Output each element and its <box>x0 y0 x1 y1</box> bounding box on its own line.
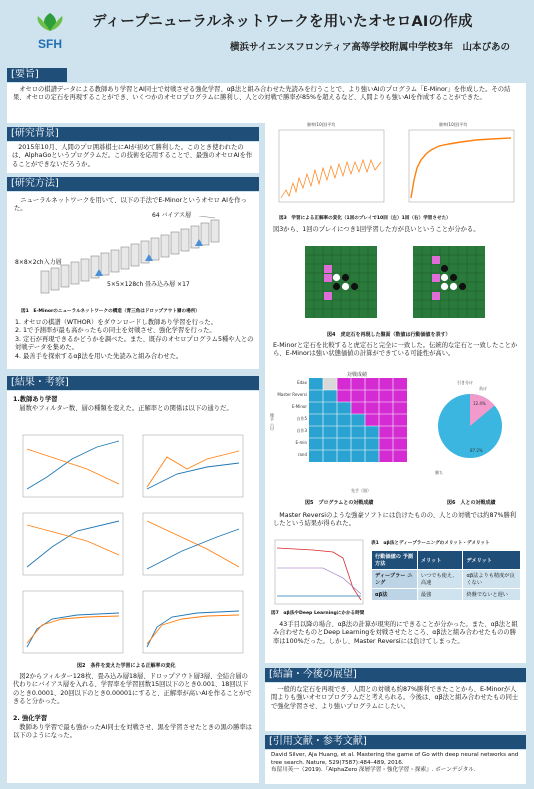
method-heading: [研究方法] <box>7 177 259 191</box>
pie-label-draw: 引き分け <box>457 380 473 385</box>
fig7-caption: 図7 αβ法やDeep Learningにかかる時間 <box>271 611 365 616</box>
label-input-layer: 8×8×2ch入力層 <box>15 259 62 266</box>
table-cell: ディープラー ニング <box>372 570 418 589</box>
method-step-3: 3. 定石が再現できるかどうかを調べた。また、既存のオセロプログラム5種や人との対戦データを集めた。 <box>15 335 254 352</box>
fig3-left-title: 勝率(10回)平均 <box>307 122 336 127</box>
fig56-text: Master Reversiのような強豪ソフトには負けたものの、人との対戦では約87%勝利したという結果が得られた。 <box>273 512 517 528</box>
reference-2: 布留川英一（2019).『AlphaZero 深層学習・強化学習・探索』. ボーンデジタル. <box>271 767 476 774</box>
label-conv-layer: 5×5×128ch 畳み込み層 ×17 <box>107 281 190 288</box>
fig3-text: 図3から、1回のプレイにつき1回学習した方が良いということが分かる。 <box>273 226 480 233</box>
svg-text:SFH: SFH <box>38 37 62 51</box>
method-step-1: 1. オセロの棋譜（WTHOR）をダウンロードし教師あり学習を行った。 <box>15 319 217 326</box>
background-box <box>7 142 259 173</box>
pie-label-win: 勝ち <box>435 470 443 475</box>
table-row <box>372 589 521 601</box>
matrix-row-label: rand <box>297 452 307 457</box>
fig5-matrix <box>307 378 425 476</box>
abstract-heading: [要旨] <box>7 68 67 82</box>
conclusion-text: 一般的な定石を再現でき、人間との対戦も約87%勝利できたことから、E-Minorが人間よりも強いオセロプログラムだと考えられる。今後は、αβ法と組み合わせたもの同士で強化学習させ、より強いプログラムにしたい。 <box>271 686 519 710</box>
matrix-row-label: 自作5 <box>296 416 307 421</box>
matrix-row-label: E-Minor <box>291 404 307 409</box>
poster-header <box>0 0 534 62</box>
method-intro: ニューラルネットワークを用いて、以下の手法でE-Minorというオセロ AIを作った。 <box>14 197 247 213</box>
fig2-charts <box>17 429 252 659</box>
matrix-row-label: Edax <box>297 380 307 385</box>
fig4-boards <box>305 246 505 328</box>
table1-caption: 表1 αβ法とディープラーニングのメリット・デメリット <box>371 541 490 546</box>
references-heading: [引用文献・参考文献] <box>265 735 526 749</box>
method-steps <box>15 319 257 361</box>
pie-value-win: 87.2% <box>470 448 483 453</box>
table-cell: αβ法よりも精度が良くない <box>463 570 521 589</box>
matrix-xlabel: 先手（黒） <box>351 488 371 493</box>
table-header: 行動価値の 予測方法 <box>372 551 418 570</box>
results-sub1: 1.教師あり学習 <box>13 396 58 403</box>
matrix-row-label: 自作3 <box>296 428 307 433</box>
right-results-box <box>265 118 526 663</box>
results-sub2: 2. 強化学習 <box>13 715 48 722</box>
method-step-4: 4. 最善手を探索するαβ法を用いた先読みと組み合わせた。 <box>15 352 183 360</box>
school-logo <box>32 10 68 56</box>
references-box <box>265 750 526 784</box>
background-text: 2015年10月、人間のプロ囲碁棋士にAIが初めて勝利した。このとき使われたのは、AlphaGoというプログラムだ。この技術を応用することで、最強のオセロAIを作ることができないだろうか。 <box>12 144 253 168</box>
fig4-text: E-Minorと定石を比較すると虎定石と完全に一致した。伝統的な定石と一致したことから、E-Minorは強い状態価値の計算ができている可能性が高い。 <box>273 342 518 358</box>
reference-1: David Silver, Aja Huang, et al. Mastering the game of Go with deep neural networks and tree search. Nature, 529(7587):484–489, 2016. <box>271 752 519 766</box>
fig3-caption: 図3 学習による正解率の変化（1回のプレイで10回（左）1回（右）学習させた） <box>279 216 451 221</box>
page-title: ディープニューラルネットワークを用いたオセロAIの作成 <box>92 14 473 30</box>
abstract-text: オセロの棋譜データによる教師あり学習とAI同士で対戦させる強化学習、αβ法と組み合わせた先読みを行うことで、より強いAIのプログラム「E-Minor」を作成した。その結果、オセロの定石を再現することができ、いくつかのオセロプログラムに勝利し、人との対戦で勝率が85%を超えるなど、人間よりも強いAIを作成することができた。 <box>13 86 511 102</box>
table-header: デメリット <box>463 551 521 570</box>
fig7-chart <box>273 538 365 608</box>
matrix-row-labels <box>277 377 307 461</box>
table-row <box>372 570 521 589</box>
author-line: 横浜サイエンスフロンティア高等学校附属中学校3年 山本ぴあの <box>230 42 511 53</box>
results-after-fig2: 図2からフィルター128枚、畳み込み層18層、ドロップアウト層3層、全結合層の代わりにバイアス層を入れる、学習率を学習回数15回以下のとき0.001、18回以下のとき0.0001、20回以下のとき0.00001にすると、正解率が高いAIを作ることができると分かった。 <box>13 673 252 706</box>
fig1-caption: 図1 E-Minorのニューラルネットワークの構造（青三角はドロップアウト層の場所） <box>21 309 200 314</box>
table-header: メリット <box>417 551 463 570</box>
pie-value-lose: 12.4% <box>473 401 486 406</box>
fig6-caption: 図6 人との対戦成績 <box>447 500 496 506</box>
fig7-text: 43手目以降の場合、αβ法の計算が現実的にできることが分かった。また、αβ法と組み合わせたものとDeep Learningを対戦させたところ、αβ法と組み合わせたものの勝率は100%だった。しかし、Master Reversiには負けてしまった。 <box>273 621 518 645</box>
matrix-ylabel: 後手（白） <box>270 413 275 433</box>
results-sub1-text: 層数やフィルター数、層の種類を変えた。正解率との関係は以下の通りだ。 <box>19 405 233 412</box>
conclusion-box <box>265 683 526 731</box>
conclusion-heading: [結論・今後の展望] <box>265 668 526 682</box>
results-box <box>7 391 259 783</box>
table-cell: いつでも使え、高速 <box>417 570 463 589</box>
table-cell: 最強 <box>417 589 463 601</box>
pie-label-lose: 負け <box>479 386 487 391</box>
fig6-pie <box>425 376 515 476</box>
fig4-caption: 図4 虎定石を再現した盤面（数値は行動価値を表す） <box>327 332 451 338</box>
table1 <box>371 550 521 601</box>
method-step-2: 2. 1で予測率が最も高かったもの同士を対戦させ、強化学習を行った。 <box>15 327 216 335</box>
table-cell: αβ法 <box>372 589 418 601</box>
results-sub2-text: 教師あり学習で最も強かったAI同士を対戦させ、黒を学習させたときの黒の勝率は以下のようになった。 <box>13 724 252 740</box>
fig5-caption: 図5 プログラムとの対戦成績 <box>305 500 374 506</box>
table-cell: 終盤でないと遅い <box>463 589 521 601</box>
matrix-row-label: E-min <box>295 440 307 445</box>
background-heading: [研究背景] <box>7 127 259 141</box>
fig3-right-title: 勝率(10回)平均 <box>439 122 468 127</box>
label-bias-layer: 64 バイアス層 <box>152 212 192 219</box>
results-heading: [結果・考察] <box>7 376 259 390</box>
abstract-box <box>7 83 526 123</box>
method-box <box>7 192 259 369</box>
fig3-charts <box>271 128 521 212</box>
matrix-row-label: Master Reversi <box>277 392 307 397</box>
fig2-caption: 図2 条件を変えた学習による正解率の変化 <box>77 663 176 669</box>
matrix-title: 対戦成績 <box>347 372 368 378</box>
